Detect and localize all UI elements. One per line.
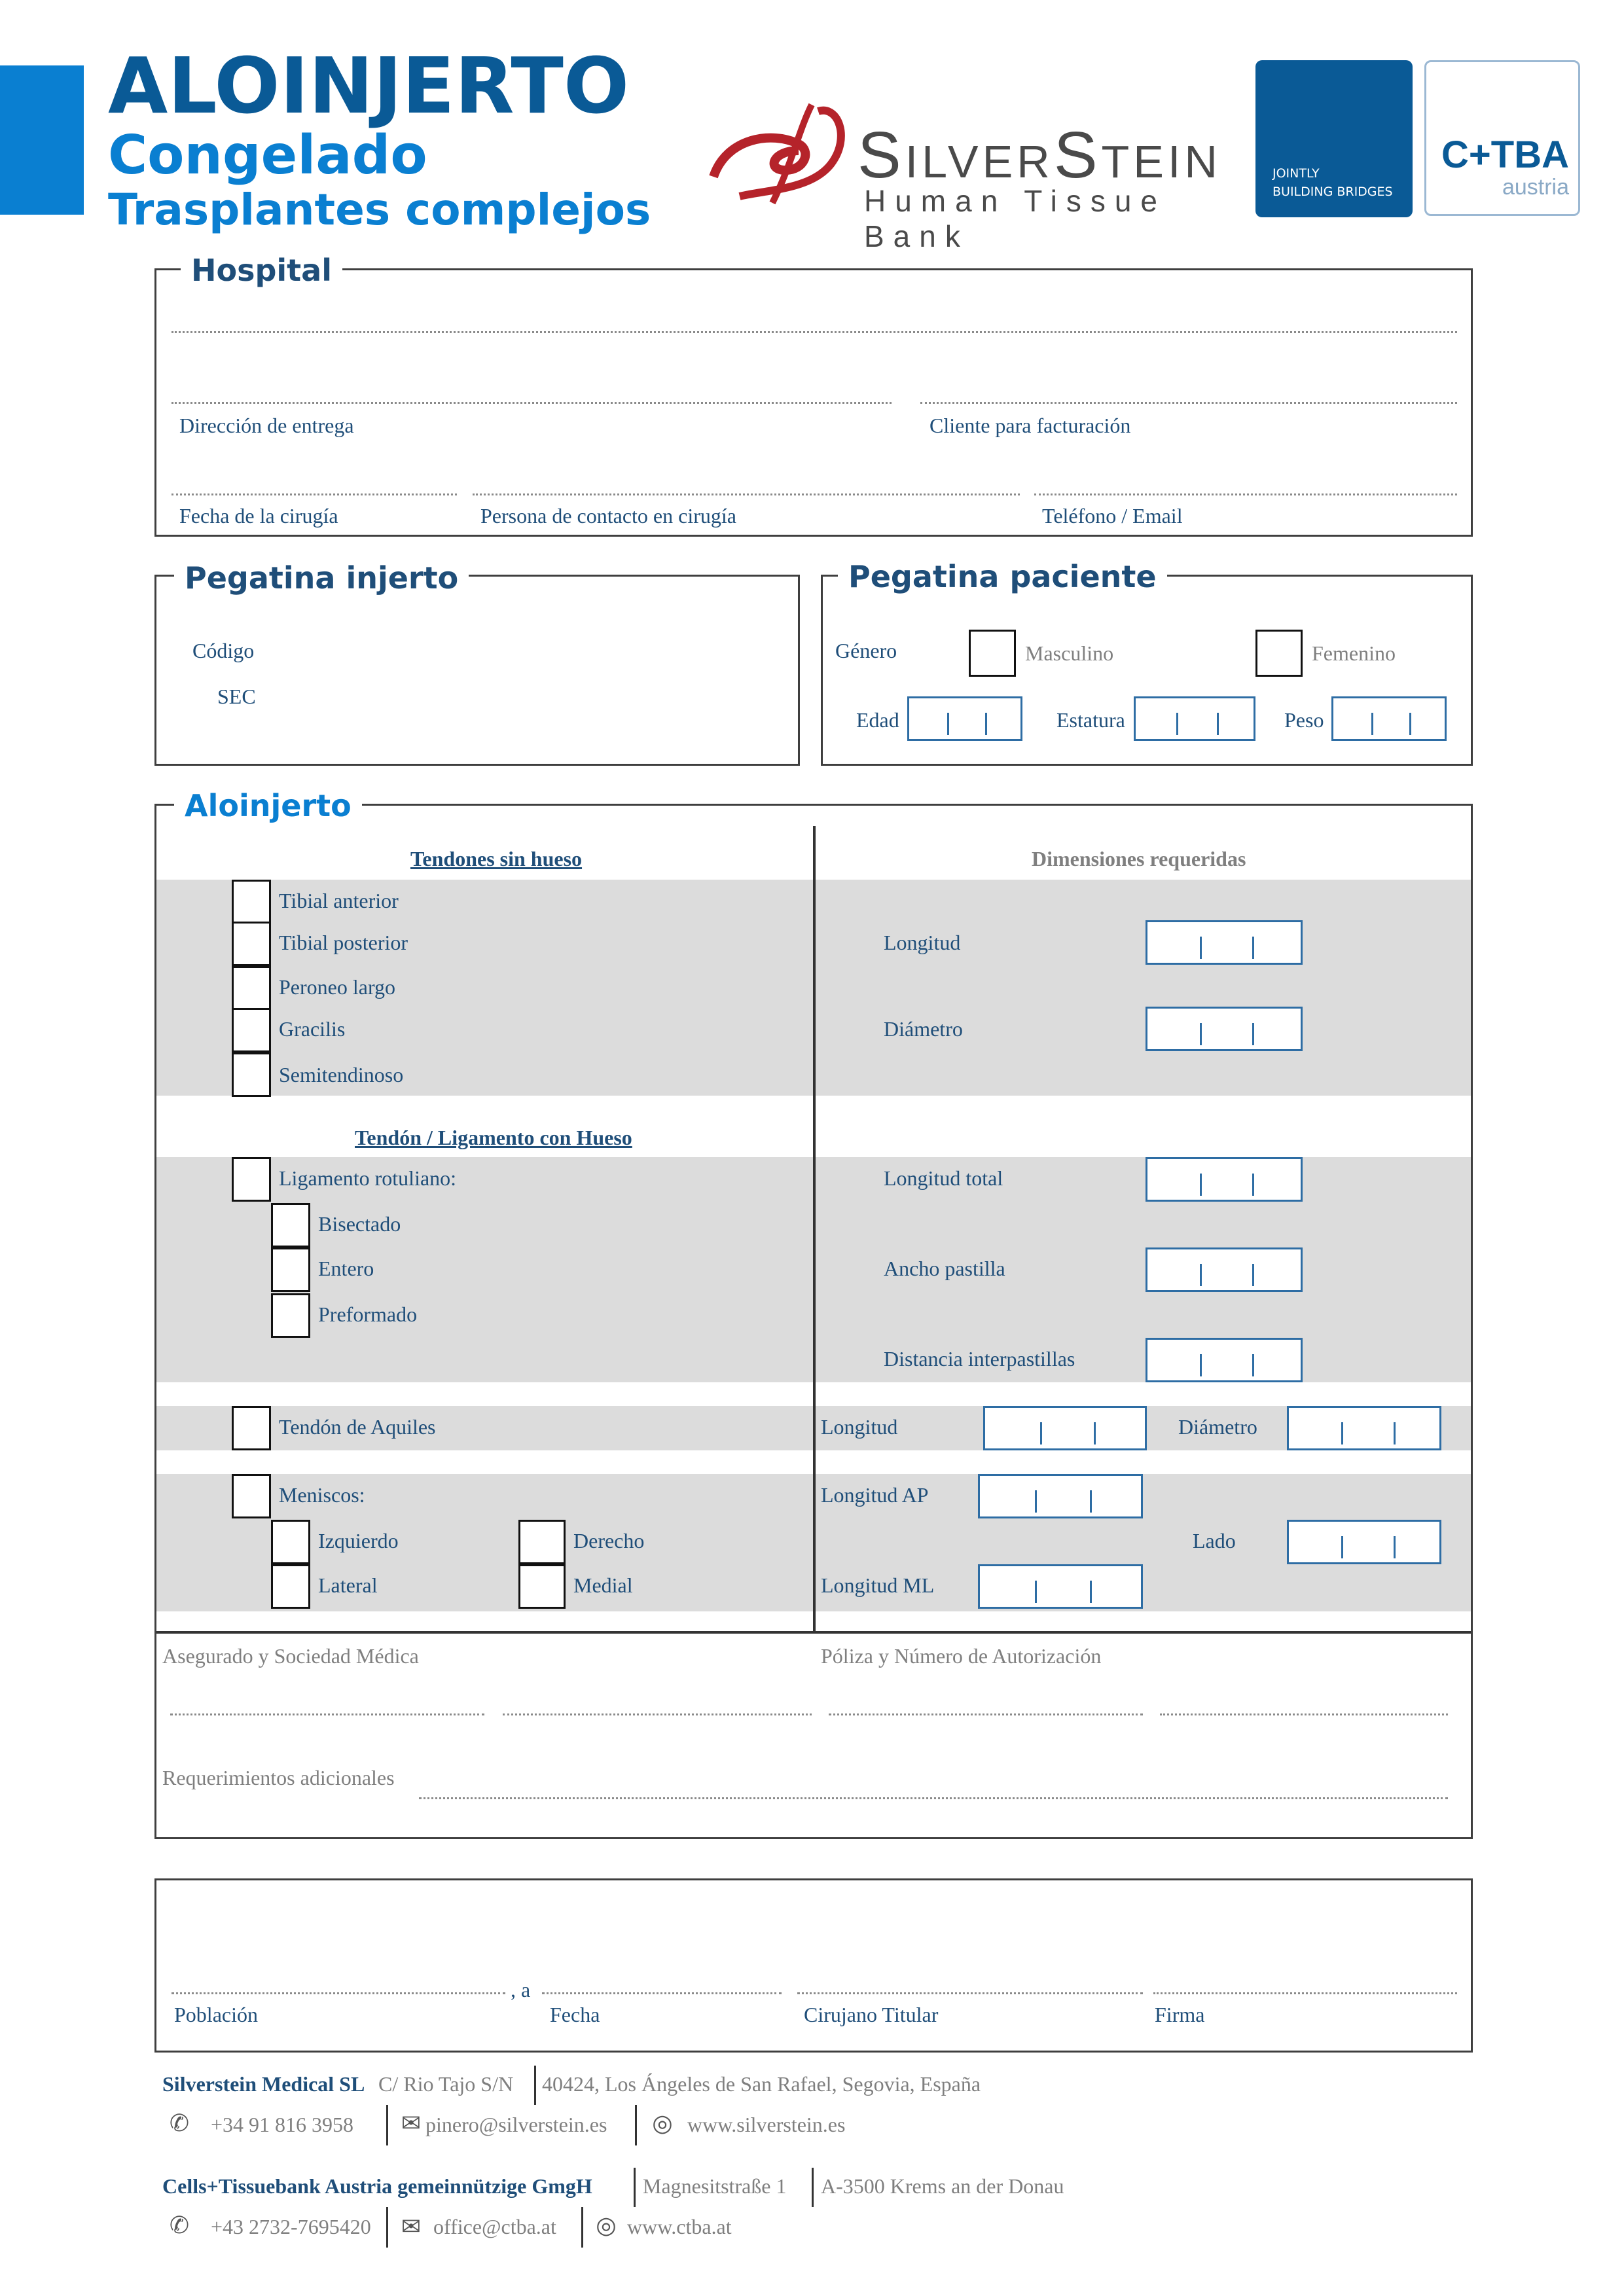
footer-company-2: Cells+Tissuebank Austria gemeinnützige GmgH bbox=[162, 2174, 592, 2198]
side-label: Lado bbox=[1193, 1529, 1236, 1552]
length-ap-input[interactable] bbox=[978, 1474, 1143, 1518]
achilles-length-input[interactable] bbox=[983, 1406, 1147, 1450]
footer-address-2b: A-3500 Krems an der Donau bbox=[821, 2174, 1064, 2198]
globe-icon: ◎ bbox=[652, 2110, 673, 2136]
footer-phone-1: +34 91 816 3958 bbox=[211, 2113, 354, 2136]
footer-address-2a: Magnesitstraße 1 bbox=[643, 2174, 787, 2198]
left-meniscus-label: Izquierdo bbox=[318, 1529, 399, 1552]
surgeon-label: Cirujano Titular bbox=[804, 2003, 939, 2026]
interplug-distance-label: Distancia interpastillas bbox=[884, 1347, 1075, 1371]
additional-requirements-field[interactable] bbox=[419, 1797, 1448, 1799]
footer-divider bbox=[812, 2168, 814, 2207]
footer-email-1[interactable]: pinero@silverstein.es bbox=[425, 2113, 607, 2136]
preformed-checkbox[interactable] bbox=[271, 1293, 310, 1338]
page-subtitle: Congelado bbox=[108, 124, 427, 187]
lateral-meniscus-label: Lateral bbox=[318, 1573, 378, 1597]
date-field[interactable] bbox=[542, 1992, 782, 1994]
footer-divider bbox=[581, 2207, 583, 2248]
length-ml-input[interactable] bbox=[978, 1564, 1143, 1609]
patellar-ligament-checkbox[interactable] bbox=[232, 1157, 271, 1202]
silverstein-emblem-icon bbox=[700, 92, 857, 223]
total-length-label: Longitud total bbox=[884, 1166, 1003, 1190]
tendon-length-input[interactable] bbox=[1146, 920, 1303, 965]
billing-client-field[interactable] bbox=[920, 402, 1457, 404]
footer-address-1b: 40424, Los Ángeles de San Rafael, Segovia, España bbox=[542, 2072, 981, 2096]
semitendinosus-checkbox[interactable] bbox=[232, 1052, 271, 1097]
mail-icon: ✉ bbox=[401, 2110, 422, 2136]
height-input[interactable] bbox=[1134, 696, 1255, 741]
delivery-address-label: Dirección de entrega bbox=[179, 414, 354, 437]
globe-icon: ◎ bbox=[596, 2212, 617, 2238]
jointly-badge bbox=[1255, 60, 1413, 217]
female-checkbox[interactable] bbox=[1255, 630, 1303, 677]
female-label: Femenino bbox=[1312, 641, 1396, 665]
patient-sticker-legend: Pegatina paciente bbox=[838, 559, 1167, 594]
menisci-label: Meniscos: bbox=[279, 1483, 365, 1507]
total-length-input[interactable] bbox=[1146, 1157, 1303, 1202]
achilles-checkbox[interactable] bbox=[232, 1406, 271, 1450]
signature-label: Firma bbox=[1155, 2003, 1205, 2026]
whole-checkbox[interactable] bbox=[271, 1247, 310, 1292]
graft-code-label: Código bbox=[192, 639, 255, 662]
policy-field-1[interactable] bbox=[829, 1713, 1143, 1715]
insured-field-1[interactable] bbox=[170, 1713, 484, 1715]
achilles-label: Tendón de Aquiles bbox=[279, 1415, 436, 1439]
weight-label: Peso bbox=[1284, 708, 1324, 732]
mail-icon: ✉ bbox=[401, 2214, 422, 2240]
allograft-legend: Aloinjerto bbox=[174, 788, 362, 823]
surgery-contact-label: Persona de contacto en cirugía bbox=[480, 504, 736, 528]
insured-label: Asegurado y Sociedad Médica bbox=[162, 1644, 419, 1668]
footer-web-2[interactable]: www.ctba.at bbox=[627, 2215, 732, 2238]
peroneus-longus-label: Peroneo largo bbox=[279, 975, 396, 999]
length-ml-label: Longitud ML bbox=[821, 1573, 935, 1597]
gracilis-checkbox[interactable] bbox=[232, 1008, 271, 1052]
phone-icon: ✆ bbox=[169, 2110, 190, 2136]
right-meniscus-checkbox[interactable] bbox=[518, 1520, 566, 1564]
footer-email-2[interactable]: office@ctba.at bbox=[433, 2215, 556, 2238]
age-input[interactable] bbox=[907, 696, 1022, 741]
bisected-label: Bisectado bbox=[318, 1212, 401, 1236]
achilles-diameter-input[interactable] bbox=[1287, 1406, 1441, 1450]
tendon-diameter-label: Diámetro bbox=[884, 1017, 963, 1041]
menisci-checkbox[interactable] bbox=[232, 1474, 271, 1518]
signature-field[interactable] bbox=[1153, 1992, 1457, 1994]
phone-icon: ✆ bbox=[169, 2212, 190, 2238]
footer-web-1[interactable]: www.silverstein.es bbox=[687, 2113, 846, 2136]
header-accent-bar bbox=[0, 65, 84, 215]
semitendinosus-label: Semitendinoso bbox=[279, 1063, 404, 1086]
policy-label: Póliza y Número de Autorización bbox=[821, 1644, 1102, 1668]
page-title: ALOINJERTO bbox=[108, 41, 630, 131]
length-ap-label: Longitud AP bbox=[821, 1483, 929, 1507]
surgery-contact-field[interactable] bbox=[473, 493, 1020, 495]
silverstein-name: SilverStein bbox=[857, 118, 1221, 192]
ctba-sub: austria bbox=[1502, 175, 1569, 200]
bisected-checkbox[interactable] bbox=[271, 1203, 310, 1247]
footer-divider bbox=[635, 2105, 637, 2145]
height-label: Estatura bbox=[1056, 708, 1125, 732]
allograft-column-divider bbox=[813, 826, 816, 1634]
silverstein-logo bbox=[700, 92, 1237, 253]
whole-label: Entero bbox=[318, 1257, 374, 1280]
tibial-posterior-checkbox[interactable] bbox=[232, 922, 271, 966]
town-label: Población bbox=[174, 2003, 258, 2026]
delivery-address-field[interactable] bbox=[171, 402, 892, 404]
jointly-line2: BUILDING BRIDGES bbox=[1272, 185, 1393, 199]
ctba-name: C+TBA bbox=[1441, 134, 1569, 176]
tendon-ligament-bone-heading: Tendón / Ligamento con Hueso bbox=[355, 1126, 632, 1149]
hospital-legend: Hospital bbox=[181, 253, 342, 288]
comma-a-text: , a bbox=[511, 1978, 531, 2001]
medial-meniscus-checkbox[interactable] bbox=[518, 1564, 566, 1609]
left-meniscus-checkbox[interactable] bbox=[271, 1520, 310, 1564]
plug-width-label: Ancho pastilla bbox=[884, 1257, 1005, 1280]
male-checkbox[interactable] bbox=[969, 630, 1016, 677]
surgery-date-label: Fecha de la cirugía bbox=[179, 504, 338, 528]
jointly-line1: JOINTLY bbox=[1272, 166, 1320, 181]
gracilis-label: Gracilis bbox=[279, 1017, 346, 1041]
achilles-diameter-label: Diámetro bbox=[1178, 1415, 1257, 1439]
tendon-length-label: Longitud bbox=[884, 931, 961, 954]
age-label: Edad bbox=[856, 708, 899, 732]
policy-field-2[interactable] bbox=[1160, 1713, 1448, 1715]
phone-email-field[interactable] bbox=[1034, 493, 1457, 495]
silverstein-tagline: Human Tissue Bank bbox=[864, 184, 1167, 253]
achilles-length-label: Longitud bbox=[821, 1415, 898, 1439]
plug-width-input[interactable] bbox=[1146, 1247, 1303, 1292]
tibial-anterior-label: Tibial anterior bbox=[279, 889, 399, 912]
required-dims-heading: Dimensiones requeridas bbox=[1032, 847, 1246, 870]
medial-meniscus-label: Medial bbox=[573, 1573, 633, 1597]
tendon-diameter-input[interactable] bbox=[1146, 1007, 1303, 1051]
graft-sticker-section bbox=[154, 575, 800, 766]
interplug-distance-input[interactable] bbox=[1146, 1338, 1303, 1382]
side-input[interactable] bbox=[1287, 1520, 1441, 1564]
tibial-posterior-label: Tibial posterior bbox=[279, 931, 408, 954]
page-subtitle-2: Trasplantes complejos bbox=[108, 185, 651, 235]
surgeon-field[interactable] bbox=[797, 1992, 1143, 1994]
hospital-name-field[interactable] bbox=[171, 331, 1457, 333]
graft-sec-label: SEC bbox=[217, 685, 256, 708]
preformed-label: Preformado bbox=[318, 1302, 418, 1326]
footer-divider bbox=[386, 2207, 388, 2248]
lateral-meniscus-checkbox[interactable] bbox=[271, 1564, 310, 1609]
footer-company-1: Silverstein Medical SL bbox=[162, 2072, 365, 2096]
phone-email-label: Teléfono / Email bbox=[1042, 504, 1183, 528]
surgery-date-field[interactable] bbox=[171, 493, 457, 495]
patellar-ligament-label: Ligamento rotuliano: bbox=[279, 1166, 457, 1190]
tibial-anterior-checkbox[interactable] bbox=[232, 880, 271, 924]
billing-client-label: Cliente para facturación bbox=[929, 414, 1131, 437]
male-label: Masculino bbox=[1025, 641, 1114, 665]
gender-label: Género bbox=[835, 639, 897, 662]
date-label: Fecha bbox=[550, 2003, 600, 2026]
additional-requirements-label: Requerimientos adicionales bbox=[162, 1766, 395, 1789]
footer-divider bbox=[386, 2105, 388, 2145]
peroneus-longus-checkbox[interactable] bbox=[232, 966, 271, 1011]
right-meniscus-label: Derecho bbox=[573, 1529, 645, 1552]
tendons-no-bone-heading: Tendones sin hueso bbox=[410, 847, 583, 870]
insured-field-2[interactable] bbox=[503, 1713, 812, 1715]
ctba-logo bbox=[1424, 60, 1580, 216]
weight-input[interactable] bbox=[1331, 696, 1447, 741]
footer-phone-2: +43 2732-7695420 bbox=[211, 2215, 371, 2238]
town-field[interactable] bbox=[171, 1992, 505, 1994]
graft-sticker-legend: Pegatina injerto bbox=[174, 560, 469, 596]
footer-divider bbox=[534, 2066, 536, 2105]
footer-divider bbox=[634, 2168, 636, 2207]
footer-address-1a: C/ Rio Tajo S/N bbox=[378, 2072, 514, 2096]
